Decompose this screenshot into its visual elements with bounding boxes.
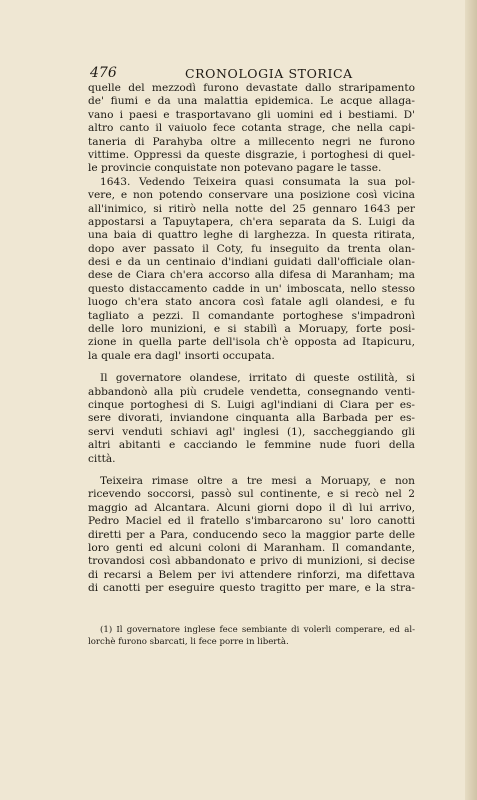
text-line: diretti per a Para, conducendo seco la maggior parte delle	[88, 528, 415, 541]
footnote-line: (1) Il governatore inglese fece sembiante di volerli comperare, ed al-	[100, 625, 415, 635]
footnote-line: lorchè furono sbarcati, li fece porre in libertà.	[88, 636, 289, 647]
text-line: quelle del mezzodì furono devastate dallo straripamento	[88, 82, 415, 94]
text-line: cinque portoghesi di S. Luigi agl'indiani di Ciara per es-	[88, 398, 415, 411]
text-line: tagliato a pezzi. Il comandante portoghese s'impadronì	[88, 309, 415, 322]
text-line: servi venduti schiavi agl' inglesi (1), saccheggiando gli	[88, 425, 415, 438]
paragraph-3	[88, 372, 415, 466]
text-line: una baia di quattro leghe di larghezza. In questa ritirata,	[88, 229, 415, 242]
text-line: questo distaccamento cadde in un' imboscata, nello stesso	[88, 282, 415, 295]
text-line: dese de Ciara ch'era accorso alla difesa di Maranham; ma	[88, 269, 415, 282]
page-body	[88, 82, 415, 595]
text-line: trovandosi così abbandonato e privo di munizioni, si decise	[88, 555, 415, 568]
text-line: la quale era dagl' insorti occupata.	[88, 349, 275, 362]
text-line: de' fiumi e da una malattia epidemica. Le acque allaga-	[88, 95, 415, 108]
text-line: vittime. Oppressi da queste disgrazie, i portoghesi di quel-	[88, 148, 415, 161]
text-line: le provincie conquistate non potevano pagare le tasse.	[88, 162, 382, 175]
paragraph-2	[88, 176, 415, 363]
text-line: città.	[88, 452, 116, 465]
text-line: altro canto il vaiuolo fece cotanta strage, che nella capi-	[88, 122, 415, 135]
paragraph-1	[88, 82, 415, 176]
text-line: dopo aver passato il Coty, fu inseguito da trenta olan-	[88, 242, 415, 255]
text-line: 1643. Vedendo Teixeira quasi consumata la sua pol-	[100, 175, 415, 188]
footnote	[88, 625, 415, 648]
text-line: vano i paesi e trasportavano gli uomini ed i bestiami. D'	[88, 108, 415, 121]
paragraph-spacer	[88, 363, 415, 372]
text-line: ricevendo soccorsi, passò sul continente, e si recò nel 2	[88, 488, 415, 501]
text-line: taneria di Parahyba oltre a millecento negri ne furono	[88, 135, 415, 148]
text-line: loro genti ed alcuni coloni di Maranham. Il comandante,	[88, 541, 415, 554]
text-line: all'inimico, si ritirò nella notte del 25 gennaro 1643 per	[88, 202, 415, 215]
page-number: 476	[90, 65, 117, 81]
text-line: Teixeira rimase oltre a tre mesi a Moruapy, e non	[100, 474, 415, 487]
text-line: di canotti per eseguire questo tragitto per mare, e la stra-	[88, 582, 415, 595]
text-line: vere, e non potendo conservare una posizione così vicina	[88, 189, 415, 202]
text-line: Il governatore olandese, irritato di queste ostilità, si	[100, 372, 415, 385]
running-header	[90, 65, 415, 81]
page-gutter-shadow	[465, 0, 477, 800]
text-line: altri abitanti e cacciando le femmine nude fuori della	[88, 439, 415, 452]
text-line: Pedro Maciel ed il fratello s'imbarcarono su' loro canotti	[88, 515, 415, 528]
text-line: appostarsi a Tapuytapera, ch'era separata da S. Luigi da	[88, 215, 415, 228]
paragraph-4	[88, 475, 415, 596]
text-line: zione in quella parte dell'isola ch'è opposta ad Itapicuru,	[88, 336, 415, 349]
text-line: desi e da un centinaio d'indiani guidati dall'officiale olan-	[88, 256, 415, 269]
paragraph-spacer	[88, 466, 415, 475]
text-line: maggio ad Alcantara. Alcuni giorni dopo il dì lui arrivo,	[88, 501, 415, 514]
text-line: sere divorati, inviandone cinquanta alla Barbada per es-	[88, 412, 415, 425]
text-line: delle loro munizioni, e si stabilì a Moruapy, forte posi-	[88, 323, 415, 336]
text-line: luogo ch'era stato ancora così fatale agli olandesi, e fu	[88, 296, 415, 309]
text-line: di recarsi a Belem per ivi attendere rinforzi, ma difettava	[88, 568, 415, 581]
text-line: abbandonò alla più crudele vendetta, consegnando venti-	[88, 385, 415, 398]
running-title: CRONOLOGIA STORICA	[185, 66, 353, 81]
